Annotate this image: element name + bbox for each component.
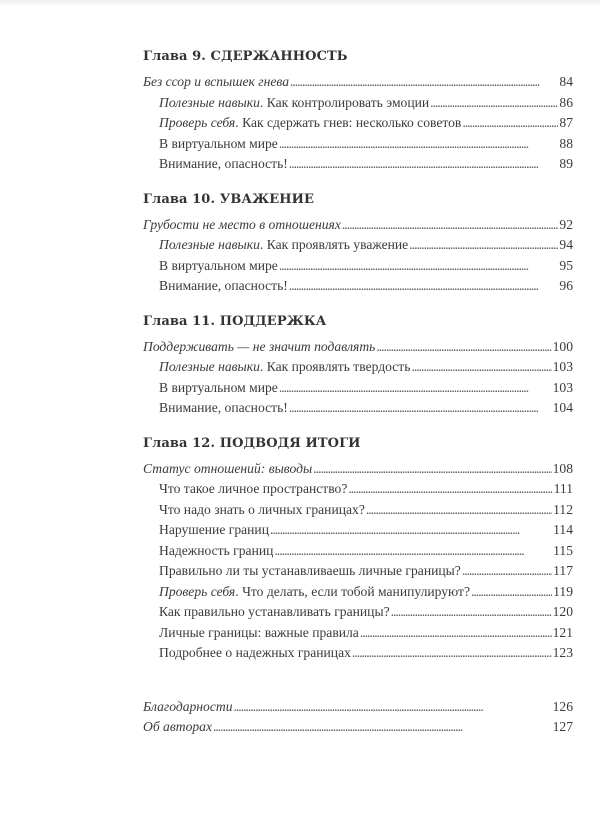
entry-label-italic: Благодарности xyxy=(143,698,233,714)
page-number: 121 xyxy=(552,624,573,640)
entry-label xyxy=(159,541,273,562)
entry-label-text: . Что делать, если тобой манипулируют? xyxy=(235,583,471,599)
dot-leader xyxy=(471,582,552,603)
dot-leader xyxy=(313,459,551,480)
entry-label-text: Правильно ли ты устанавливаешь личные границы? xyxy=(159,563,461,578)
entry-label xyxy=(143,337,375,358)
entry-label-text: В виртуальном мире xyxy=(159,135,278,151)
toc-entry[interactable] xyxy=(143,541,573,562)
chapter-section xyxy=(143,312,573,419)
page-number: 95 xyxy=(559,257,573,273)
entry-label-italic: Полезные навыки xyxy=(159,94,260,110)
chapter-section xyxy=(143,190,573,297)
dot-leader xyxy=(289,276,559,297)
page-number: 96 xyxy=(559,278,573,293)
entry-label xyxy=(143,459,312,480)
page-number: 112 xyxy=(553,501,573,517)
page-number: 88 xyxy=(559,135,573,151)
dot-leader xyxy=(348,479,552,500)
entry-label xyxy=(159,256,278,277)
toc-entry[interactable] xyxy=(143,717,573,738)
toc-entry[interactable] xyxy=(143,479,573,500)
toc-entry[interactable] xyxy=(143,113,573,134)
dot-leader xyxy=(274,541,552,562)
chapter-title: Глава 9. СДЕРЖАННОСТЬ xyxy=(143,49,348,64)
dot-leader xyxy=(289,398,552,419)
toc-entry[interactable] xyxy=(143,520,573,541)
entry-label-italic: Без ссор и вспышек гнева xyxy=(143,74,289,89)
toc-entry[interactable] xyxy=(143,276,573,297)
dot-leader xyxy=(462,561,552,582)
page-number: 119 xyxy=(553,583,573,599)
dot-leader xyxy=(342,215,559,236)
entry-label xyxy=(159,602,390,623)
toc-entry[interactable] xyxy=(143,215,573,236)
entry-label-text: Как правильно устанавливать границы? xyxy=(159,604,390,619)
entry-label-text: Внимание, опасность! xyxy=(159,156,288,171)
entry-label-text: Нарушение границ xyxy=(159,522,269,537)
entry-label-text: Подробнее о надежных границах xyxy=(159,645,351,660)
page-number: 86 xyxy=(559,94,573,110)
entry-label-text: Внимание, опасность! xyxy=(159,400,288,415)
toc-entry[interactable] xyxy=(143,235,573,256)
dot-leader xyxy=(430,93,558,114)
chapter-section xyxy=(143,434,573,664)
toc-entry[interactable] xyxy=(143,697,573,718)
page-number: 92 xyxy=(559,216,573,232)
entry-label-text: Внимание, опасность! xyxy=(159,278,288,293)
dot-leader xyxy=(462,113,558,134)
page-number: 94 xyxy=(559,237,573,252)
page-number: 108 xyxy=(552,460,573,476)
entry-label-text: . Как сдержать гнев: несколько советов xyxy=(235,115,462,130)
entry-label-text: . Как проявлять твердость xyxy=(259,359,411,374)
page-number: 126 xyxy=(552,698,573,714)
page-number: 87 xyxy=(559,115,573,130)
toc-entry[interactable] xyxy=(143,154,573,175)
entry-label xyxy=(159,154,288,175)
entry-label-text: В виртуальном мире xyxy=(159,257,278,273)
entry-label xyxy=(159,113,461,134)
toc-entry[interactable] xyxy=(143,623,573,644)
toc-entry[interactable] xyxy=(143,643,573,664)
dot-leader xyxy=(289,154,559,175)
entry-label-italic: Полезные навыки xyxy=(159,359,260,374)
entry-label xyxy=(159,561,461,582)
entry-label-italic: Проверь себя xyxy=(159,583,236,599)
back-matter xyxy=(143,697,573,738)
dot-leader xyxy=(279,378,552,399)
entry-label xyxy=(159,520,269,541)
toc-entry[interactable] xyxy=(143,561,573,582)
entry-label xyxy=(159,582,470,603)
entry-label-italic: Полезные навыки xyxy=(159,237,260,252)
entry-label xyxy=(159,623,359,644)
page-number: 103 xyxy=(552,379,573,395)
entry-label-text: Что надо знать о личных границах? xyxy=(159,501,365,517)
page-number: 111 xyxy=(553,481,573,496)
entry-label-italic: Об авторах xyxy=(143,719,212,734)
entry-label xyxy=(159,479,347,500)
table-of-contents xyxy=(143,47,573,738)
entry-label xyxy=(143,215,341,236)
entry-label-italic: Грубости не место в отношениях xyxy=(143,216,341,232)
page-number: 84 xyxy=(559,74,573,89)
entry-label xyxy=(159,398,288,419)
dot-leader xyxy=(213,717,552,738)
dot-leader xyxy=(409,235,558,256)
dot-leader xyxy=(376,337,551,358)
entry-label xyxy=(143,717,212,738)
entry-label xyxy=(143,72,289,93)
dot-leader xyxy=(270,520,552,541)
section-spacer xyxy=(143,679,573,697)
dot-leader xyxy=(234,697,552,718)
page-number: 100 xyxy=(552,338,573,354)
toc-entry[interactable] xyxy=(143,459,573,480)
entry-label-text: Что такое личное пространство? xyxy=(159,481,348,496)
entry-label-italic: Статус отношений: выводы xyxy=(143,460,313,476)
chapter-title: Глава 11. ПОДДЕРЖКА xyxy=(143,313,327,329)
toc-entry[interactable] xyxy=(143,134,573,155)
chapter-title: Глава 10. УВАЖЕНИЕ xyxy=(143,191,315,207)
page-number: 103 xyxy=(552,359,573,374)
entry-label-text: . Как проявлять уважение xyxy=(259,237,409,252)
entry-label-text: . Как контролировать эмоции xyxy=(259,94,430,110)
toc-entry[interactable] xyxy=(143,500,573,521)
entry-label xyxy=(159,93,429,114)
entry-label-italic: Проверь себя xyxy=(159,115,236,130)
page-number: 89 xyxy=(559,156,573,171)
toc-entry[interactable] xyxy=(143,602,573,623)
toc-entry[interactable] xyxy=(143,378,573,399)
dot-leader xyxy=(279,134,559,155)
entry-label xyxy=(159,134,278,155)
page-number: 114 xyxy=(553,522,573,537)
page-number: 127 xyxy=(552,719,573,734)
dot-leader xyxy=(366,500,552,521)
page-number: 123 xyxy=(552,645,573,660)
chapter-section xyxy=(143,47,573,175)
entry-label xyxy=(159,357,410,378)
toc-entry[interactable] xyxy=(143,72,573,93)
entry-label-text: Личные границы: важные правила xyxy=(159,624,359,640)
toc-entry[interactable] xyxy=(143,398,573,419)
entry-label-text: Надежность границ xyxy=(159,542,274,558)
dot-leader xyxy=(411,357,551,378)
toc-entry[interactable] xyxy=(143,337,573,358)
page-number: 120 xyxy=(552,604,573,619)
entry-label xyxy=(159,500,365,521)
chapter-title: Глава 12. ПОДВОДЯ ИТОГИ xyxy=(143,435,361,451)
dot-leader xyxy=(360,623,552,644)
entry-label xyxy=(159,276,288,297)
entry-label xyxy=(159,378,278,399)
toc-entry[interactable] xyxy=(143,582,573,603)
dot-leader xyxy=(352,643,552,664)
entry-label-text: В виртуальном мире xyxy=(159,379,278,395)
toc-entry[interactable] xyxy=(143,256,573,277)
entry-label xyxy=(143,697,233,718)
dot-leader xyxy=(279,256,559,277)
entry-label xyxy=(159,643,351,664)
page-number: 104 xyxy=(552,400,573,415)
toc-entry[interactable] xyxy=(143,93,573,114)
page-number: 117 xyxy=(553,563,573,578)
page-top-edge xyxy=(0,0,600,6)
entry-label xyxy=(159,235,408,256)
page-number: 115 xyxy=(553,542,573,558)
dot-leader xyxy=(391,602,552,623)
toc-entry[interactable] xyxy=(143,357,573,378)
entry-label-italic: Поддерживать — не значит подавлять xyxy=(143,338,376,354)
dot-leader xyxy=(290,72,558,93)
